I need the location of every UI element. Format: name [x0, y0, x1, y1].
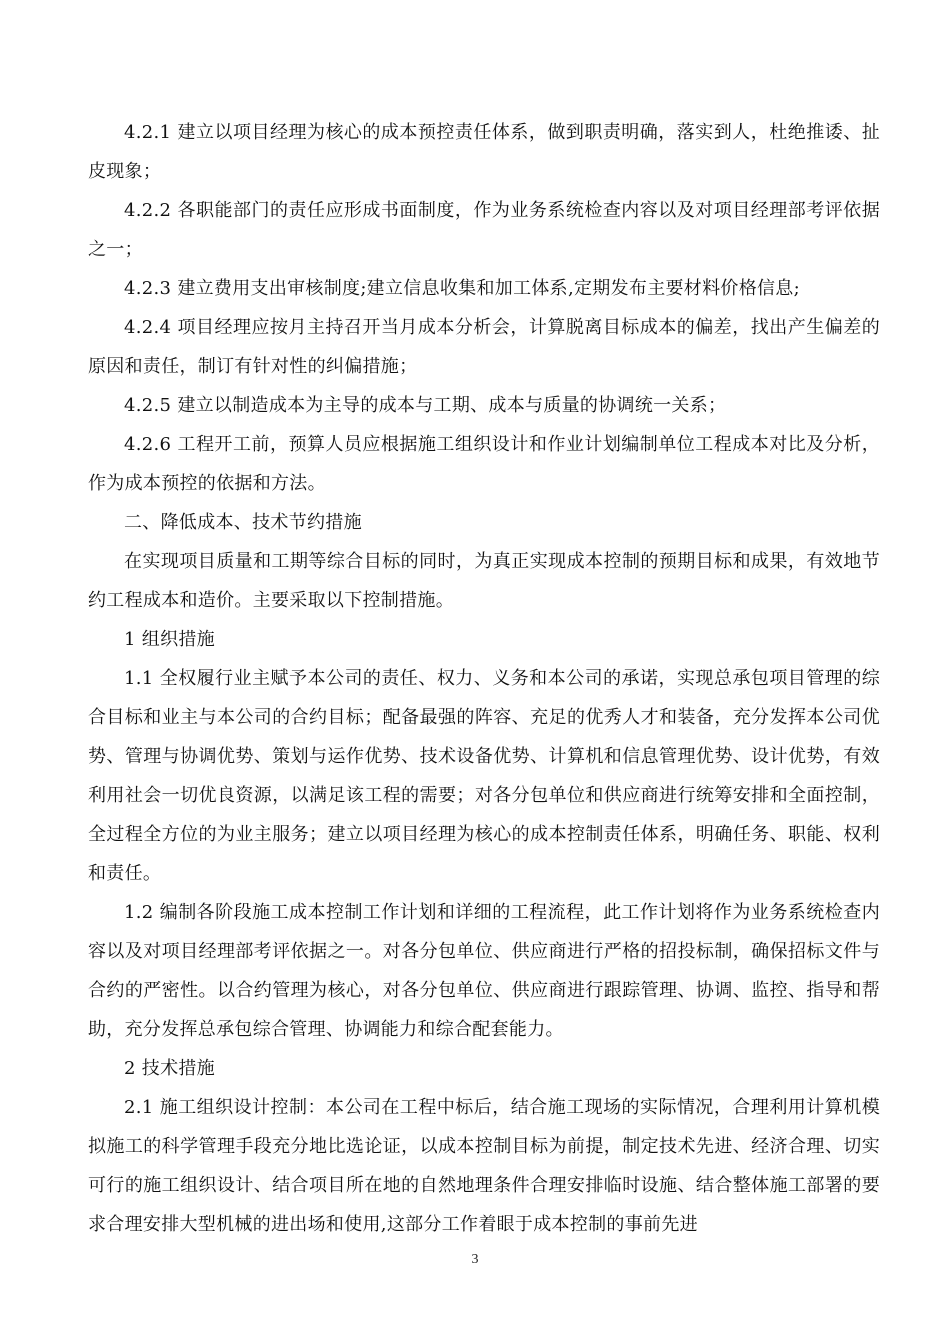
paragraph-4-2-6: 4.2.6 工程开工前，预算人员应根据施工组织设计和作业计划编制单位工程成本对比及分析，作为成本预控的依据和方法。 — [88, 434, 880, 494]
paragraph-1-1: 1.1 全权履行业主赋予本公司的责任、权力、义务和本公司的承诺，实现总承包项目管理的综合目标和业主与本公司的合约目标；配备最强的阵容、充足的优秀人才和装备，充分发挥本公司优势、管理与协调优势、策划与运作优势、技术设备优势、计算机和信息管理优势、设计优势，有效利用社会一切优良资源，以满足该工程的需要；对各分包单位和供应商进行统筹安排和全面控制，全过程全方位的为业主服务；建立以项目经理为核心的成本控制责任体系，明确任务、职能、权利和责任。 — [88, 668, 880, 884]
paragraph-2-1: 2.1 施工组织设计控制：本公司在工程中标后，结合施工现场的实际情况，合理利用计算机模拟施工的科学管理手段充分地比选论证，以成本控制目标为前提，制定技术先进、经济合理、切实可行的施工组织设计、结合项目所在地的自然地理条件合理安排临时设施、结合整体施工部署的要求合理安排大型机械的进出场和使用,这部分工作着眼于成本控制的事前先进 — [88, 1097, 880, 1235]
paragraph-intro: 在实现项目质量和工期等综合目标的同时，为真正实现成本控制的预期目标和成果，有效地节约工程成本和造价。主要采取以下控制措施。 — [88, 551, 880, 611]
paragraph-4-2-3: 4.2.3 建立费用支出审核制度;建立信息收集和加工体系,定期发布主要材料价格信息; — [124, 278, 800, 299]
paragraph-4-2-1: 4.2.1 建立以项目经理为核心的成本预控责任体系，做到职责明确，落实到人，杜绝推诿、扯皮现象； — [88, 122, 880, 182]
page-number: 3 — [471, 1252, 479, 1267]
section-heading-cost-reduction: 二、降低成本、技术节约措施 — [124, 512, 362, 533]
paragraph-1-2: 1.2 编制各阶段施工成本控制工作计划和详细的工程流程，此工作计划将作为业务系统检查内容以及对项目经理部考评依据之一。对各分包单位、供应商进行严格的招投标制，确保招标文件与合约的严密性。以合约管理为核心，对各分包单位、供应商进行跟踪管理、协调、监控、指导和帮助，充分发挥总承包综合管理、协调能力和综合配套能力。 — [88, 902, 880, 1040]
paragraph-4-2-5: 4.2.5 建立以制造成本为主导的成本与工期、成本与质量的协调统一关系； — [124, 395, 727, 416]
subsection-heading-technical: 2 技术措施 — [124, 1058, 215, 1079]
paragraph-4-2-2: 4.2.2 各职能部门的责任应形成书面制度，作为业务系统检查内容以及对项目经理部考评依据之一； — [88, 200, 880, 260]
document-body — [88, 113, 880, 1244]
paragraph-4-2-4: 4.2.4 项目经理应按月主持召开当月成本分析会，计算脱离目标成本的偏差，找出产生偏差的原因和责任，制订有针对性的纠偏措施； — [88, 317, 880, 377]
subsection-heading-organization: 1 组织措施 — [124, 629, 215, 650]
